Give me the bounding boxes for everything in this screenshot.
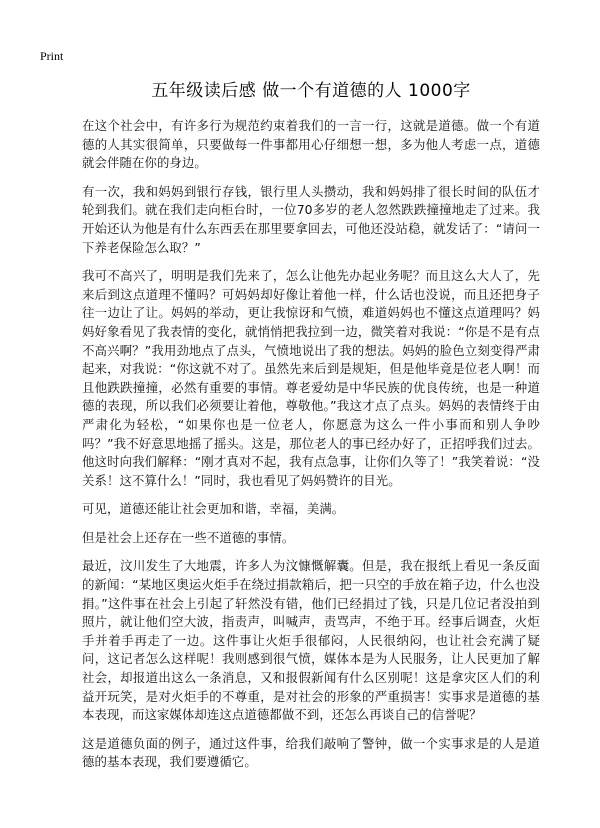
article-body <box>82 117 540 782</box>
paragraph-mother-lesson: 我可不高兴了，明明是我们先来了，怎么让他先办起业务呢？而且这么大人了，先来后到这点道理不懂吗？可妈妈却好像让着他一样，什么话也没说，而且还把身子往一边让了让。妈妈的举动，更让我惊讶和气愤，难道妈妈也不懂这点道理吗？妈妈好象看见了我表情的变化，就悄悄把我拉到一边，微笑着对我说：“你是不是有点不高兴啊？”我用劲地点了点头，气愤地说出了我的想法。妈妈的脸色立刻变得严肃起来，对我说：“你这就不对了。虽然先来后到是规矩，但是他毕竟是位老人啊！而且他跌跌撞撞，必然有重要的事情。尊老爱幼是中华民族的优良传统，也是一种道德的表现，所以我们必须要让着他，尊敬他。”我这才点了点头。妈妈的表情终于由严肃化为轻松，“如果你也是一位老人，你愿意为这么一件小事而和别人争吵吗？”我不好意思地摇了摇头。这是，那位老人的事已经办好了，正招呼我们过去。他这时向我们解释：“刚才真对不起，我有点急事，让你们久等了！”我笑着说：“没关系！这不算什么！”同时，我也看见了妈妈赞许的目光。 <box>82 268 540 488</box>
article-title: 五年级读后感 做一个有道德的人 1000字 <box>151 81 471 101</box>
paragraph-intro: 在这个社会中，有许多行为规范约束着我们的一言一行，这就是道德。做一个有道德的人其实很简单，只要做每一件事都用心仔细想一想，多为他人考虑一点，道德就会伴随在你的身边。 <box>82 118 540 171</box>
paragraph-bank-story: 有一次，我和妈妈到银行存钱，银行里人头攒动，我和妈妈排了很长时间的队伍才轮到我们。就在我们走向柜台时，一位70多岁的老人忽然跌跌撞撞地走了过来。我开始还认为他是有什么东西丢在那里要拿回去，可他还没站稳，就发话了：“请问一下养老保险怎么取？” <box>82 183 540 255</box>
paragraph-transition: 但是社会上还存在一些不道德的事情。 <box>82 529 295 545</box>
paragraph-conclusion: 这是道德负面的例子，通过这件事，给我们敲响了警钟，做一个实事求是的人是道德的基本表现，我们要遵循它。 <box>82 735 540 770</box>
print-link[interactable]: Print <box>40 49 64 63</box>
paragraph-harmony: 可见，道德还能让社会更加和谐，幸福，美满。 <box>82 501 345 517</box>
paragraph-news-story: 最近，汶川发生了大地震，许多人为汶慷慨解囊。但是，我在报纸上看见一条反面的新闻：“某地区奥运火炬手在绕过捐款箱后，把一只空的手放在箱子边，什么也没捐。”这件事在社会上引起了轩然没有错，他们已经捐过了钱，只是几位记者没拍到照片，就让他们空大波，指责声，叫喊声，责骂声，不绝于耳。经事后调查，火炬手并着手再走了一边。这件事让火炬手很郁闷，人民很纳闷，也让社会充满了疑问，这记者怎么这样呢！我则感到很气愤，媒体本是为人民服务，让人民更加了解社会，却报道出这么一条消息，又和报假新闻有什么区别呢！这是拿灾区人们的利益开玩笑，是对火炬手的不尊重，是对社会的形象的严重损害！实事求是道德的基本表现，而这家媒体却连这点道德都做不到，还怎么再谈自己的信誉呢？ <box>82 558 540 723</box>
